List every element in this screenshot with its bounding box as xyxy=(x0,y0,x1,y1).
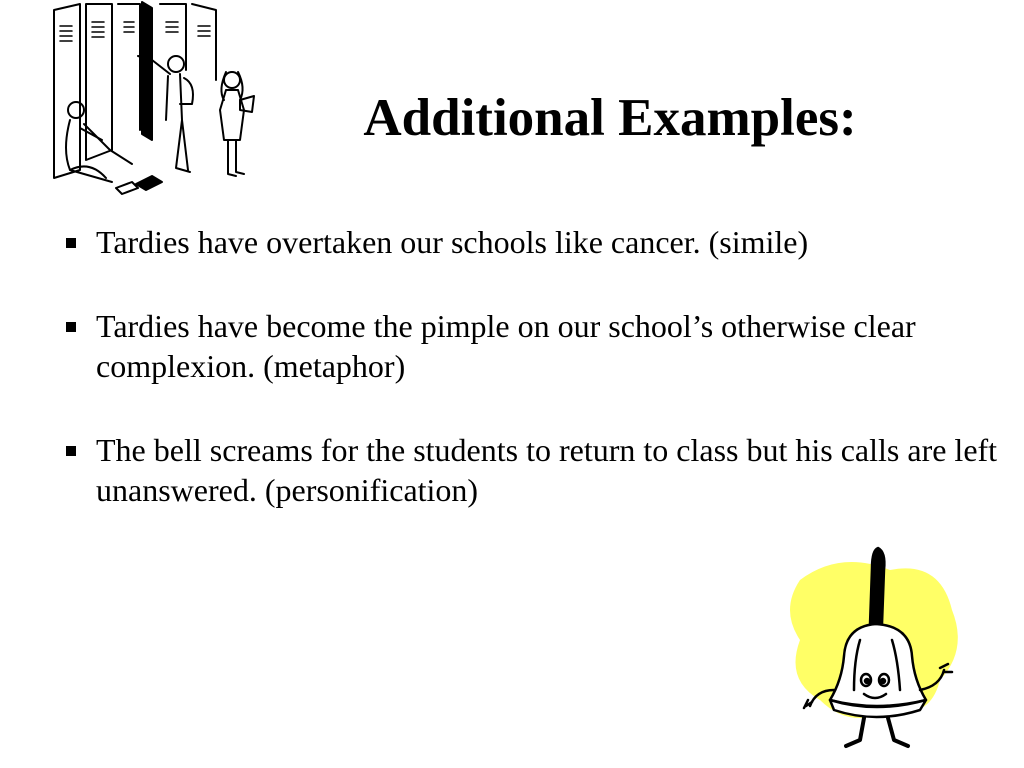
bullet-item-simile xyxy=(62,222,1022,262)
cartoon-school-bell-illustration xyxy=(780,540,970,755)
bullet-text: Tardies have become the pimple on our school’s otherwise clear complexion. (metaphor) xyxy=(96,308,916,384)
lockers-students-illustration xyxy=(40,0,270,200)
bullet-text: The bell screams for the students to return to class but his calls are left unanswered. (personification) xyxy=(96,432,998,508)
bullet-list xyxy=(62,222,1022,510)
bullet-text: Tardies have overtaken our schools like cancer. (simile) xyxy=(96,224,809,260)
bullet-item-personification xyxy=(62,430,1022,510)
square-bullet-icon xyxy=(66,322,76,332)
square-bullet-icon xyxy=(66,446,76,456)
bullet-item-metaphor xyxy=(62,306,1022,386)
square-bullet-icon xyxy=(66,238,76,248)
slide-title: Additional Examples: xyxy=(363,89,857,147)
